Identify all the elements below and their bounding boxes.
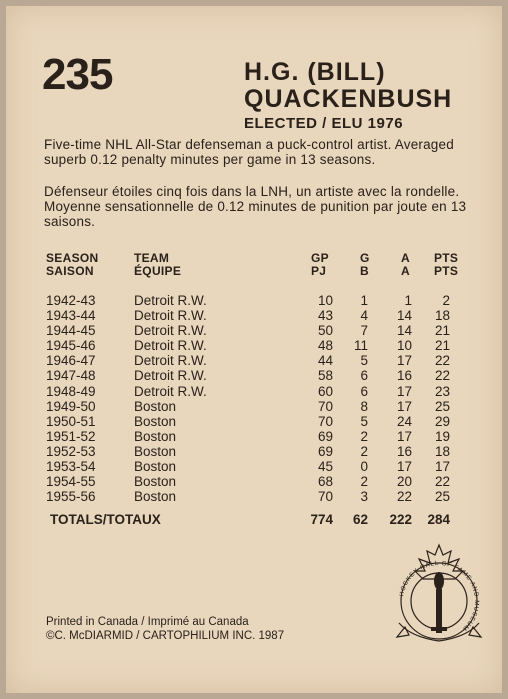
row-pts: 25 [434,398,450,414]
row-team: Detroit R.W. [134,293,207,308]
crest-ring-text: HOCKEY HALL OF FAME AND MUSEUM [398,559,481,633]
stats-table [44,251,464,528]
row-pts: 21 [434,338,450,354]
row-team: Boston [134,474,177,490]
row-g: 7 [360,323,368,339]
totals-row [44,512,464,528]
row-g: 0 [360,459,368,475]
row-a: 20 [396,474,412,490]
header-pts: PTS PTS [434,251,459,278]
row-g: 2 [360,428,368,444]
row-team: Detroit R.W. [134,368,207,384]
header-g: G B [360,251,370,278]
hockey-hall-of-fame-crest-icon [391,541,487,649]
stats-row [44,308,464,323]
row-g: 6 [360,383,368,399]
row-gp: 50 [317,323,333,339]
row-gp: 70 [317,413,333,429]
row-g: 6 [360,368,368,384]
header-season: SEASON SAISON [46,251,99,278]
row-pts: 29 [434,413,450,429]
row-team: Detroit R.W. [134,383,207,399]
row-season: 1946-47 [46,353,96,369]
row-team: Detroit R.W. [134,308,207,324]
row-pts: 2 [442,293,450,308]
totals-pts: 284 [427,512,450,528]
row-season: 1951-52 [46,428,96,444]
row-pts: 23 [434,383,450,399]
row-g: 3 [360,489,368,505]
stats-row [44,338,464,353]
row-a: 17 [396,459,412,475]
totals-label: TOTALS/TOTAUX [50,512,161,528]
row-a: 17 [396,383,412,399]
row-season: 1948-49 [46,383,96,399]
row-team: Boston [134,398,177,414]
totals-a: 222 [389,512,412,528]
row-gp: 70 [317,489,333,505]
row-a: 17 [396,398,412,414]
row-gp: 45 [317,459,333,475]
row-pts: 18 [434,443,450,459]
stats-row [44,459,464,474]
row-team: Boston [134,443,177,459]
row-gp: 68 [317,474,333,490]
row-pts: 22 [434,368,450,384]
row-gp: 58 [317,368,333,384]
row-g: 5 [360,413,368,429]
row-season: 1944-45 [46,323,96,339]
row-pts: 18 [434,308,450,324]
stats-row [44,414,464,429]
row-season: 1950-51 [46,413,96,429]
stats-row [44,368,464,383]
print-credits [46,615,284,643]
row-team: Detroit R.W. [134,338,207,354]
bio-english: Five-time NHL All-Star defenseman a puck-control artist. Averaged superb 0.12 penalty minutes per game in 13 seasons. [44,137,454,167]
row-season: 1953-54 [46,459,96,475]
printed-in: Printed in Canada / Imprimé au Canada [46,616,249,628]
stats-row [44,323,464,338]
totals-g: 62 [352,512,368,528]
row-gp: 43 [317,308,333,324]
copyright: ©C. McDIARMID / CARTOPHILIUM INC. 1987 [46,630,285,642]
row-season: 1955-56 [46,489,96,505]
row-team: Boston [134,459,177,475]
row-a: 24 [396,413,412,429]
row-a: 14 [396,323,412,339]
row-g: 8 [360,398,368,414]
row-season: 1947-48 [46,368,96,384]
bio-french: Défenseur étoiles cinq fois dans la LNH, un artiste avec la rondelle. Moyenne sensationnelle de 0.12 minutes de punition par joute en 13 saisons. [44,184,467,229]
row-team: Detroit R.W. [134,323,207,339]
row-a: 10 [396,338,412,354]
card-number: 235 [42,50,113,99]
stats-row [44,474,464,489]
row-pts: 19 [434,428,450,444]
row-gp: 48 [317,338,333,354]
stats-header [44,252,464,282]
row-gp: 44 [317,353,333,369]
row-season: 1942-43 [46,293,96,308]
row-season: 1954-55 [46,474,96,490]
row-a: 17 [396,428,412,444]
stats-row [44,293,464,308]
row-a: 16 [396,443,412,459]
row-pts: 22 [434,353,450,369]
totals-gp: 774 [310,512,333,528]
stats-row [44,384,464,399]
stats-rows [44,293,464,504]
stats-row [44,399,464,414]
row-a: 14 [396,308,412,324]
trading-card-back [6,6,502,693]
row-pts: 21 [434,323,450,339]
row-gp: 70 [317,398,333,414]
row-gp: 69 [317,443,333,459]
row-g: 11 [353,338,368,354]
row-season: 1945-46 [46,338,96,354]
row-a: 17 [396,353,412,369]
stats-row [44,444,464,459]
row-team: Boston [134,428,177,444]
row-season: 1949-50 [46,398,96,414]
header-a: A A [401,251,410,278]
row-gp: 10 [317,293,333,308]
row-gp: 60 [317,383,333,399]
row-pts: 25 [434,489,450,505]
player-name-line1: H.G. (BILL) [244,58,386,86]
row-team: Detroit R.W. [134,353,207,369]
row-g: 1 [360,293,368,308]
row-g: 4 [360,308,368,324]
player-name-line2: QUACKENBUSH [244,85,453,113]
stats-row [44,353,464,368]
row-g: 2 [360,474,368,490]
row-team: Boston [134,413,177,429]
row-season: 1943-44 [46,308,96,324]
header-gp: GP PJ [311,251,329,278]
row-a: 16 [396,368,412,384]
header-team: TEAM ÉQUIPE [134,251,182,278]
row-a: 1 [404,293,412,308]
elected-year: ELECTED / ELU 1976 [244,115,404,132]
row-season: 1952-53 [46,443,96,459]
stats-row [44,489,464,504]
stats-row [44,429,464,444]
row-pts: 22 [434,474,450,490]
row-g: 2 [360,443,368,459]
row-team: Boston [134,489,177,505]
row-a: 22 [396,489,412,505]
row-pts: 17 [434,459,450,475]
row-gp: 69 [317,428,333,444]
row-g: 5 [360,353,368,369]
